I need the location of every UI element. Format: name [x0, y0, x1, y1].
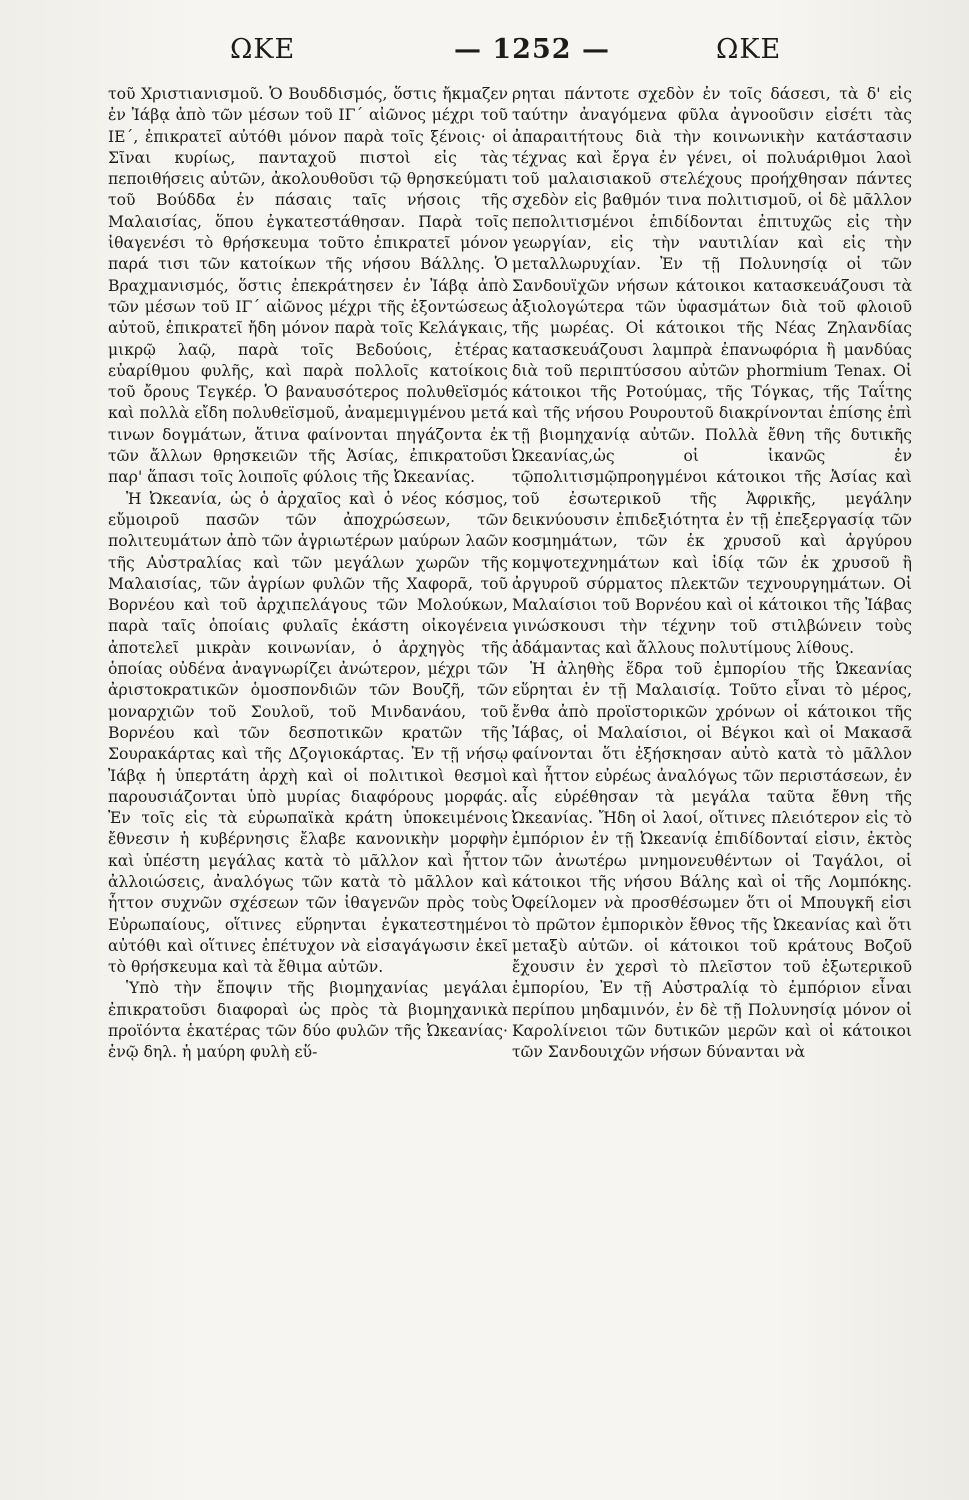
paragraph: τοῦ Χριστιανισμοῦ. Ὁ Βουδδισμός, ὅστις ἤκμαζεν ἐν Ἰάβᾳ ἀπὸ τῶν μέσων τοῦ ΙΓ΄ αἰῶνος μέχρι τοῦ ΙΕ΄, ἐπικρατεῖ αὐτόθι μόνον παρὰ τοῖς ξένοις· οἱ Σῖναι κυρίως, πανταχοῦ πιστοὶ εἰς τὰς πεποιθήσεις αὐτῶν, ἀκολουθοῦσι τῷ θρησκεύματι τοῦ Βούδδα ἐν πάσαις ταῖς νήσοις τῆς Μαλαισίας, ὅπου ἐγκατεστάθησαν. Παρὰ τοῖς ἰθαγενέσι τὸ θρήσκευμα τοῦτο ἐπικρατεῖ μόνον παρά τισι τῶν κατοίκων τῆς νήσου Βάλλης. Ὁ Βραχμανισμός, ὅστις ἐπεκράτησεν ἐν Ἰάβᾳ ἀπὸ τῶν μέσων τοῦ ΙΓ΄ αἰῶνος μέχρι τῆς ἐξοντώσεως αὐτοῦ, ἐπικρατεῖ ἤδη μόνον παρὰ τοῖς Κελάγκαις, μικρῷ λαῷ, παρὰ τοῖς Βεδούοις, ἑτέρας εὐαρίθμου φυλῆς, καὶ παρὰ πολλοῖς κατοίκοις τοῦ ὄρους Τεγκέρ. Ὁ βαναυσότερος πολυθεϊσμός καὶ πολλὰ εἴδη πολυθεϊσμοῦ, ἀναμεμιγμένου μετά τινων δογμάτων, ἅτινα φαίνονται πηγάζοντα ἐκ τῶν ἄλλων θρησκειῶν τῆς Ἀσίας, ἐπικρατοῦσι παρ' ἅπασι τοῖς λοιποῖς φύλοις τῆς Ὠκεανίας.: [108, 85, 508, 487]
header-right-term: ΩΚΕ: [716, 34, 782, 65]
running-header: [104, 34, 864, 74]
page-number: — 1252 —: [454, 34, 610, 65]
paragraph: Ὑπὸ τὴν ἔποψιν τῆς βιομηχανίας μεγάλαι ἐπικρατοῦσι διαφοραὶ ὡς πρὸς τὰ βιομηχανικὰ προϊόντα ἑκατέρας τῶν δύο φυλῶν τῆς Ὠκεανίας· ἐνῷ δηλ. ἡ μαύρη φυλὴ εὕ-: [108, 979, 508, 1062]
paragraph: ρηται πάντοτε σχεδὸν ἐν τοῖς δάσεσι, τὰ δ' εἰς ταύτην ἀναγόμενα φῦλα ἀγνοοῦσιν εἰσέτι τὰς ἀπαραιτήτους διὰ τὴν κοινωνικὴν κατάστασιν τέχνας καὶ ἔργα ἐν γένει, οἱ πολυάριθμοι λαοὶ τοῦ μαλαισιακοῦ στελέχους προήχθησαν πάντες σχεδὸν εἰς βαθμόν τινα πολιτισμοῦ, οἱ δὲ μᾶλλον πεπολιτισμένοι ἐπιδίδονται ἐπιτυχῶς εἰς τὴν γεωργίαν, εἰς τὴν ναυτιλίαν καὶ εἰς τὴν μεταλλωρυχίαν. Ἐν τῇ Πολυνησίᾳ οἱ τῶν Σανδουϊχῶν νήσων κάτοικοι κατασκευάζουσι τὰ ἀξιολογώτερα τῶν ὑφασμάτων διὰ τοῦ φλοιοῦ τῆς μωρέας. Οἱ κάτοικοι τῆς Νέας Ζηλανδίας κατασκευάζουσι λαμπρὰ ἐπανωφόρια ἢ μανδύας διὰ τοῦ περιπτύσσου αὐτῶν phormium Tenax. Οἱ κάτοικοι τῆς Ροτούμας, τῆς Τόγκας, τῆς Ταΐτης καὶ τῆς νήσου Ρουρουτοῦ διακρίνονται ἐπίσης ἐπὶ τῇ βιομηχανίᾳ αὐτῶν. Πολλὰ ἔθνη τῆς δυτικῆς Ὠκεανίας,ὡς οἱ ἱκανῶς ἐν τῷπολιτισμῷπροηγμένοι κάτοικοι τῆς Ἀσίας καὶ τοῦ ἐσωτερικοῦ τῆς Ἀφρικῆς, μεγάλην δεικνύουσιν ἐπιδεξιότητα ἐν τῇ ἐπεξεργασίᾳ τῶν κοσμημάτων, τῶν ἐκ χρυσοῦ καὶ ἀργύρου κομψοτεχνημάτων καὶ ἰδίᾳ τῶν ἐκ χρυσοῦ ἢ ἀργυροῦ σύρματος πλεκτῶν τεχνουργημάτων. Οἱ Μαλαίσιοι τοῦ Βορνέου καὶ οἱ κάτοικοι τῆς Ἰάβας γινώσκουσι τὴν τέχνην τοῦ στιλβώνειν τοὺς ἀδάμαντας καὶ ἄλλους πολυτίμους λίθους.: [512, 85, 912, 657]
left-text-column: [108, 84, 508, 1454]
paragraph: Ἡ ἀληθὴς ἕδρα τοῦ ἐμπορίου τῆς Ὠκεανίας εὕρηται ἐν τῇ Μαλαισίᾳ. Τοῦτο εἶναι τὸ μέρος, ἔνθα ἀπὸ προϊστορικῶν χρόνων οἱ κάτοικοι τῆς Ἰάβας, οἱ Μαλαίσιοι, οἱ Βέγκοι καὶ οἱ Μακασᾶ φαίνονται ὅτι ἐξήσκησαν αὐτὸ κατὰ τὸ μᾶλλον καὶ ἧττον εὐρέως ἀναλόγως τῶν περιστάσεων, ἐν αἷς εὑρέθησαν τὰ μεγάλα ταῦτα ἔθνη τῆς Ὠκεανίας. Ἤδη οἱ λαοί, οἵτινες πλειότερον εἰς τὸ ἐμπόριον ἐν τῇ Ὠκεανίᾳ ἐπιδίδονταί εἰσιν, ἐκτὸς τῶν ἀνωτέρω μνημονευθέντων οἱ Ταγάλοι, οἱ κάτοικοι τῆς νήσου Βάλης καὶ οἱ τῆς Λομπόκης. Ὀφείλομεν νὰ προσθέσωμεν ὅτι οἱ Μπουγκῆ εἰσι τὸ πρῶτον ἐμπορικὸν ἔθνος τῆς Ὠκεανίας καὶ ὅτι μεταξὺ αὐτῶν. οἱ κάτοικοι τοῦ κράτους Βοζοῦ ἔχουσιν ἐν χερσὶ τὸ πλεῖστον τοῦ ἐξωτερικοῦ ἐμπορίου, Ἐν τῇ Αὐστραλίᾳ τὸ ἐμπόριον εἶναι περίπου μηδαμινόν, ἐν δὲ τῇ Πολυνησίᾳ μόνον οἱ Καρολίνειοι τῶν δυτικῶν μερῶν καὶ οἱ κάτοικοι τῶν Σανδουιχῶν νήσων δύνανται νὰ: [512, 660, 912, 1062]
right-text-column: [512, 84, 912, 1454]
paragraph: Ἡ Ὠκεανία, ὡς ὁ ἀρχαῖος καὶ ὁ νέος κόσμος, εὔμοιροῦ πασῶν τῶν ἀποχρώσεων, τῶν πολιτευμάτων ἀπὸ τῶν ἀγριωτέρων μαύρων λαῶν τῆς Αὐστραλίας καὶ τῶν μεγάλων χωρῶν τῆς Μαλαισίας, τῶν ἀγρίων φυλῶν τῆς Χαφορᾶ, τοῦ Βορνέου καὶ τοῦ ἀρχιπελάγους τῶν Μολούκων, παρὰ ταῖς ὁποίαις φυλαῖς ἑκάστη οἰκογένεια ἀποτελεῖ μικρὰν κοινωνίαν, ὁ ἀρχηγὸς τῆς ὁποίας οὐδένα ἀναγνωρίζει ἀνώτερον, μέχρι τῶν ἀριστοκρατικῶν ὁμοσπονδιῶν τῶν Βουζῆ, τῶν μοναρχιῶν τοῦ Σουλοῦ, τοῦ Μινδανάου, τοῦ Βορνέου καὶ τῶν δεσποτικῶν κρατῶν τῆς Σουρακάρτας καὶ τῆς Δζογιοκάρτας. Ἐν τῇ νήσῳ Ἰάβᾳ ἡ ὑπερτάτη ἀρχὴ καὶ οἱ πολιτικοὶ θεσμοὶ παρουσιάζονται ὑπὸ μυρίας διαφόρους μορφάς. Ἐν τοῖς εἰς τὰ εὐρωπαϊκὰ κράτη ὑποκειμένοις ἔθνεσιν ἡ κυβέρνησις ἔλαβε κανονικὴν μορφὴν καὶ ὑπέστη μεγάλας κατὰ τὸ μᾶλλον καὶ ἧττον ἀλλοιώσεις, ἀναλόγως τῶν κατὰ τὸ μᾶλλον καὶ ἧττον συχνῶν σχέσεων τῶν ἰθαγενῶν πρὸς τοὺς Εὐρωπαίους, οἵτινες εὕρηνται ἐγκατεστημένοι αὐτόθι καὶ οἵτινες ἐπέτυχον νὰ εἰσαγάγωσιν ἐκεῖ τὸ θρήσκευμα καὶ τὰ ἔθιμα αὐτῶν.: [108, 489, 508, 977]
header-left-term: ΩΚΕ: [230, 34, 296, 65]
